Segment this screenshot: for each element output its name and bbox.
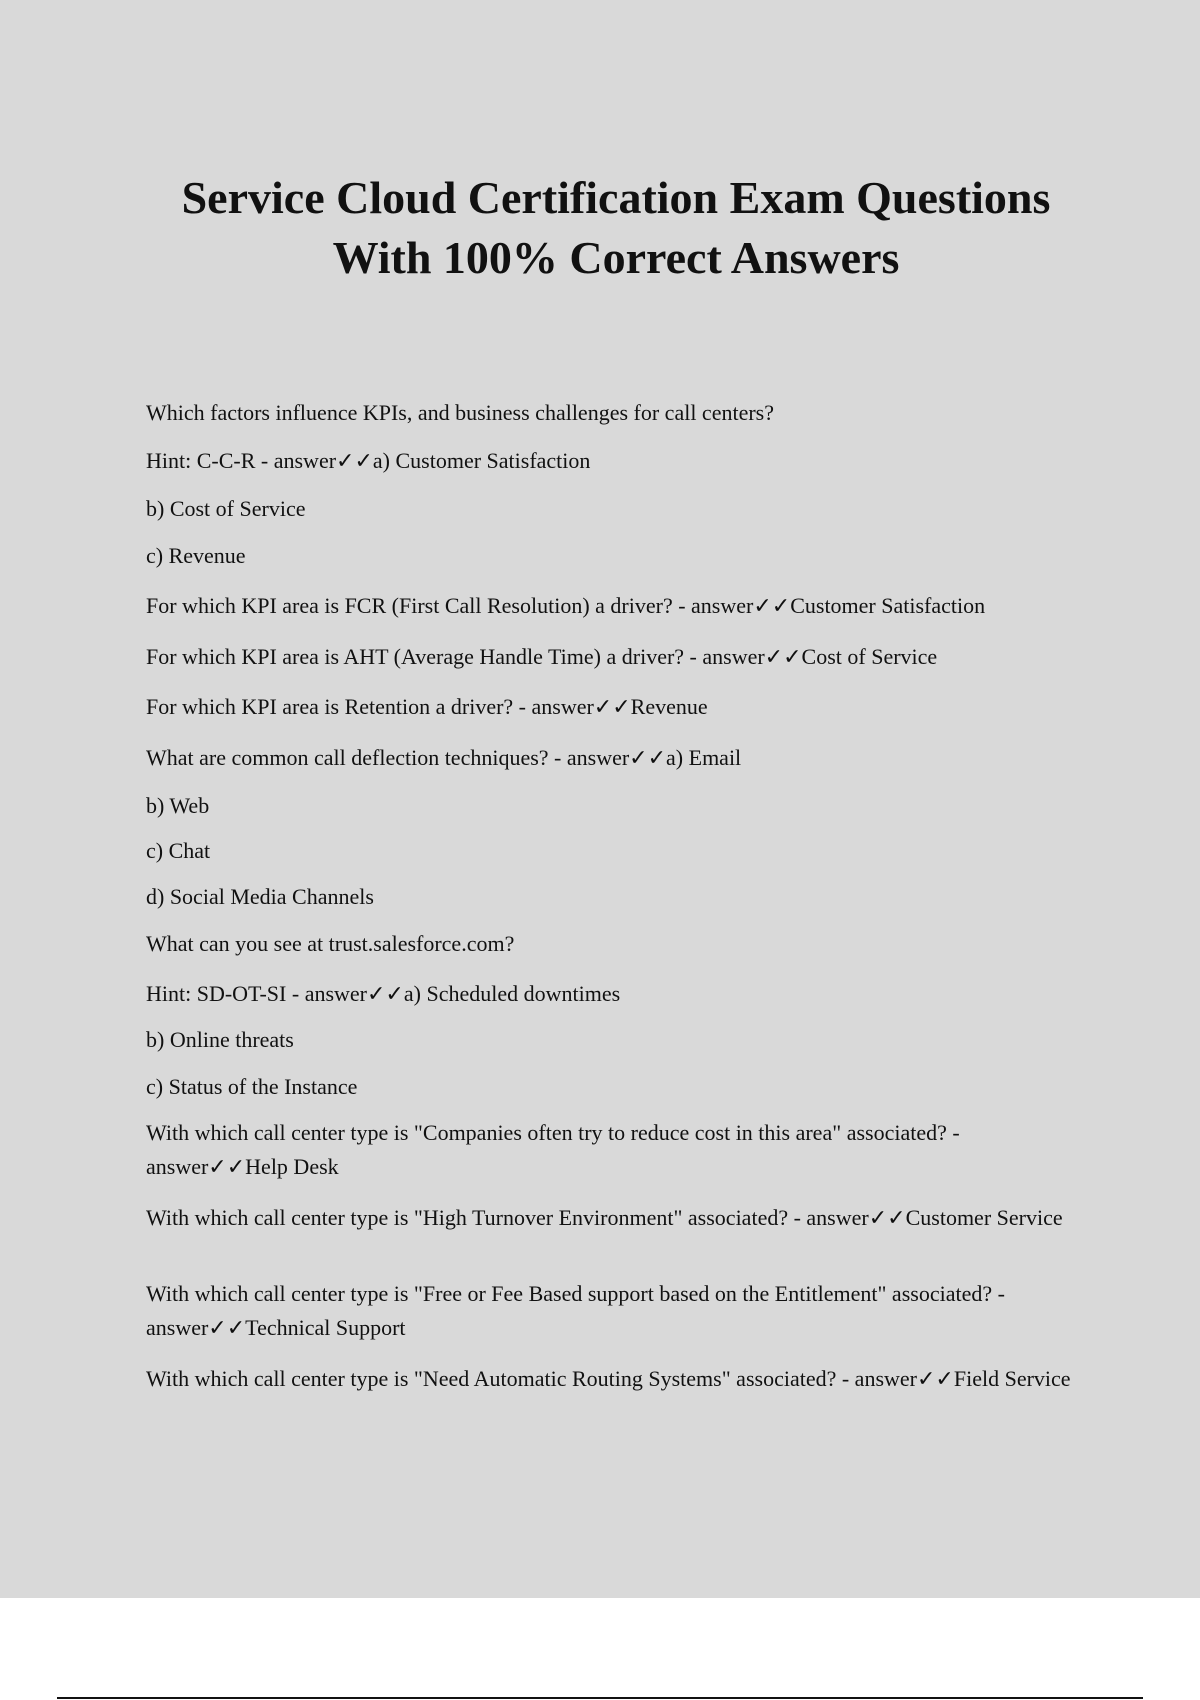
question-text: What can you see at trust.salesforce.com?	[146, 931, 515, 956]
footer-divider	[57, 1697, 1143, 1699]
answer-option: b) Cost of Service	[146, 496, 306, 521]
qa-item: For which KPI area is AHT (Average Handle Time) a driver? - answer✓✓Cost of Service	[146, 644, 938, 669]
qa-item: With which call center type is "Need Automatic Routing Systems" associated? - answer✓✓Field Service	[146, 1366, 1071, 1391]
answer-option: b) Online threats	[146, 1027, 294, 1052]
qa-item: With which call center type is "Free or Fee Based support based on the Entitlement" associated? - answer✓✓Technical Support	[146, 1281, 1005, 1340]
qa-item: With which call center type is "High Turnover Environment" associated? - answer✓✓Customer Service	[146, 1205, 1063, 1230]
qa-item: For which KPI area is FCR (First Call Resolution) a driver? - answer✓✓Customer Satisfaction	[146, 593, 986, 618]
answer-option: d) Social Media Channels	[146, 884, 374, 909]
title-line-2: With 100% Correct Answers	[332, 232, 900, 283]
answer-option: c) Status of the Instance	[146, 1074, 358, 1099]
answer-text: Hint: SD-OT-SI - answer✓✓a) Scheduled downtimes	[146, 981, 621, 1006]
qa-item: What are common call deflection techniques? - answer✓✓a) Email	[146, 745, 742, 770]
answer-option: b) Web	[146, 793, 210, 818]
answer-text: Hint: C-C-R - answer✓✓a) Customer Satisfaction	[146, 448, 591, 473]
qa-item: With which call center type is "Companies often try to reduce cost in this area" associated? - answer✓✓Help Desk	[146, 1120, 960, 1179]
qa-item: For which KPI area is Retention a driver? - answer✓✓Revenue	[146, 694, 708, 719]
answer-option: c) Revenue	[146, 543, 246, 568]
title-line-1: Service Cloud Certification Exam Questions	[181, 172, 1051, 223]
page-title	[0, 168, 1200, 288]
answer-option: c) Chat	[146, 838, 211, 863]
question-text: Which factors influence KPIs, and business challenges for call centers?	[146, 400, 774, 425]
